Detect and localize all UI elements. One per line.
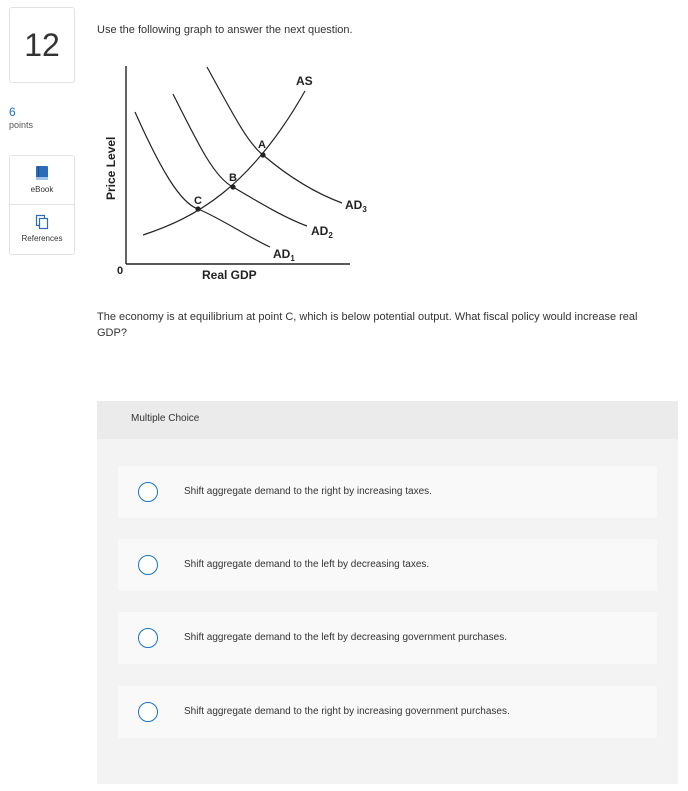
points-value: 6 (9, 105, 16, 119)
ad1-label-sub: 1 (290, 254, 295, 263)
y-axis-label: Price Level (104, 136, 118, 200)
radio-button-icon[interactable] (138, 482, 158, 502)
ad2-label-main: AD (311, 224, 329, 238)
radio-button-icon[interactable] (138, 702, 158, 722)
choice-label: Shift aggregate demand to the right by increasing government purchases. (184, 706, 510, 717)
ad1-curve (135, 112, 270, 247)
resources-panel (9, 155, 75, 255)
references-button[interactable] (10, 205, 74, 253)
x-axis-label: Real GDP (202, 268, 257, 282)
ad2-label (311, 224, 333, 240)
origin-label: 0 (117, 265, 124, 277)
ebook-label: eBook (30, 185, 54, 194)
point-a-dot (260, 152, 265, 157)
points-label: points (9, 120, 34, 130)
question-number: 12 (9, 7, 75, 83)
copy-icon (34, 214, 50, 230)
ad-as-graph (100, 58, 367, 286)
question-text: The economy is at equilibrium at point C, which is below potential output. What fiscal policy would increase real GDP? (97, 311, 638, 339)
ad1-label-main: AD (273, 247, 291, 261)
question-prompt: Use the following graph to answer the next question. (97, 24, 353, 36)
ebook-button[interactable] (10, 156, 74, 205)
point-c-label: C (194, 195, 202, 207)
multiple-choice-header (97, 401, 678, 439)
as-label: AS (296, 74, 313, 88)
point-c-dot (195, 206, 200, 211)
ad3-label-sub: 3 (362, 205, 367, 214)
ad2-label-sub: 2 (328, 231, 333, 240)
as-curve (143, 91, 305, 235)
choice-option-3[interactable] (118, 612, 657, 664)
point-a-label: A (258, 139, 266, 151)
references-label: References (21, 234, 63, 243)
choice-option-4[interactable] (118, 686, 657, 738)
point-b-dot (230, 184, 235, 189)
multiple-choice-title: Multiple Choice (131, 413, 200, 424)
choice-option-2[interactable] (118, 539, 657, 591)
radio-button-icon[interactable] (138, 628, 158, 648)
point-b-label: B (229, 172, 237, 184)
choice-option-1[interactable] (118, 466, 657, 518)
choice-label: Shift aggregate demand to the left by decreasing government purchases. (184, 632, 507, 643)
book-icon (34, 165, 50, 181)
multiple-choice-panel (97, 401, 678, 784)
choice-label: Shift aggregate demand to the left by decreasing taxes. (184, 559, 430, 570)
radio-button-icon[interactable] (138, 555, 158, 575)
choice-label: Shift aggregate demand to the right by increasing taxes. (184, 486, 432, 497)
ad3-label-main: AD (345, 198, 363, 212)
ad1-label (273, 247, 295, 263)
ad3-label (345, 198, 367, 214)
